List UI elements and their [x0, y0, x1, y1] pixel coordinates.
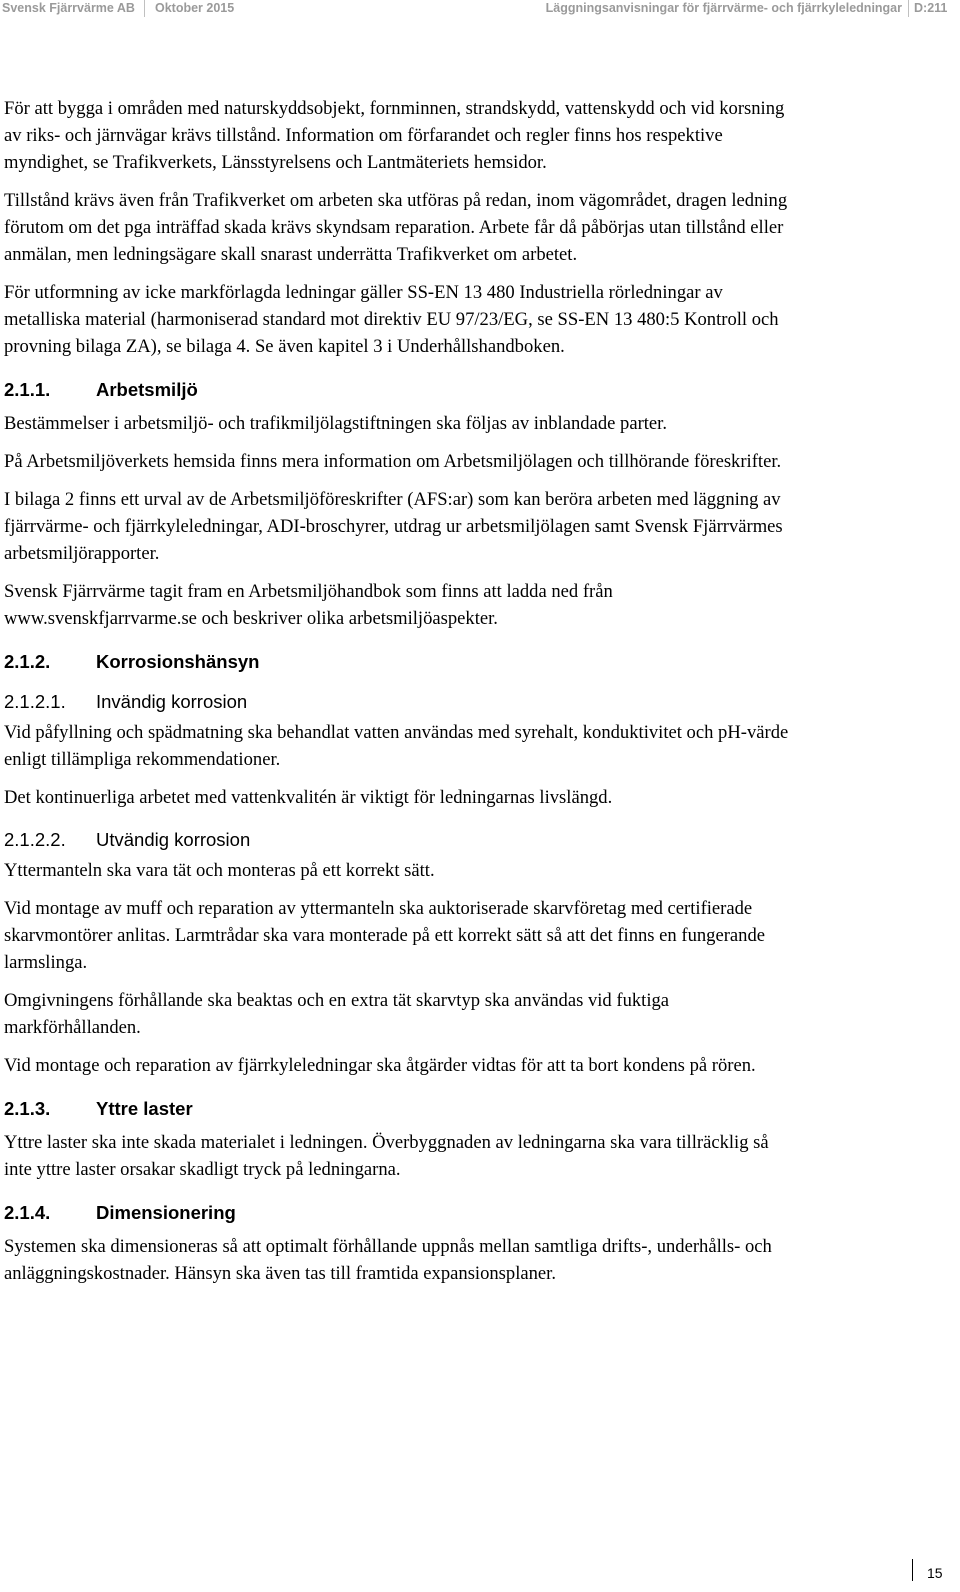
paragraph: Vid påfyllning och spädmatning ska behandlat vatten användas med syrehalt, konduktivitet och pH-värde enligt tillämpliga rekommendationer.	[4, 722, 789, 770]
subsection-number: 2.1.2.1.	[4, 691, 66, 712]
section-title: Dimensionering	[96, 1202, 236, 1223]
section-title: Yttre laster	[96, 1098, 193, 1119]
paragraph: Vid montage och reparation av fjärrkyleledningar ska åtgärder vidtas för att ta bort kondens på rören.	[4, 1055, 756, 1076]
subsection-number: 2.1.2.2.	[4, 829, 66, 850]
paragraph: Yttermanteln ska vara tät och monteras på ett korrekt sätt.	[4, 860, 435, 881]
section-number: 2.1.4.	[4, 1202, 51, 1223]
paragraph: Omgivningens förhållande ska beaktas och en extra tät skarvtyp ska användas vid fuktiga markförhållanden.	[4, 990, 670, 1038]
paragraph: Tillstånd krävs även från Trafikverket om arbeten ska utföras på redan, inom vägområdet, dragen ledning förutom om det pga inträffad skada krävs skyndsam reparation. Arbete får då påbörjas utan tillstånd eller anmälan, men ledningsägare skall snarast underrätta Trafikverket om arbetet.	[4, 190, 788, 265]
section-heading-yttre-laster	[4, 1098, 794, 1120]
paragraph: Systemen ska dimensioneras så att optimalt förhållande uppnås mellan samtliga drifts-, underhålls- och anläggningskostnader. Hänsyn ska även tas till framtida expansionsplaner.	[4, 1236, 772, 1284]
paragraph: Bestämmelser i arbetsmiljö- och trafikmiljölagstiftningen ska följas av inblandade parter.	[4, 413, 667, 434]
page-number: 15	[927, 1565, 943, 1581]
subsection-heading-invandig-korrosion	[4, 691, 794, 713]
section-heading-korrosionshansyn	[4, 651, 794, 673]
paragraph: Vid montage av muff och reparation av yttermanteln ska auktoriserade skarvföretag med certifierade skarvmontörer anlitas. Larmtrådar ska vara monterade på ett korrekt sätt så att det finns en fungerande larmslinga.	[4, 898, 766, 973]
subsection-heading-utvandig-korrosion	[4, 829, 794, 851]
paragraph: Det kontinuerliga arbetet med vattenkvalitén är viktigt för ledningarnas livslängd.	[4, 787, 613, 808]
section-number: 2.1.3.	[4, 1098, 51, 1119]
section-title: Arbetsmiljö	[96, 379, 198, 400]
header-date: Oktober 2015	[155, 1, 235, 15]
paragraph: Svensk Fjärrvärme tagit fram en Arbetsmiljöhandbok som finns att ladda ned från www.svenskfjarrvarme.se och beskriver olika arbetsmiljöaspekter.	[4, 581, 613, 629]
section-heading-arbetsmiljo	[4, 379, 794, 401]
paragraph: Yttre laster ska inte skada materialet i ledningen. Överbyggnaden av ledningarna ska vara tillräcklig så inte yttre laster orsakar skadligt tryck på ledningarna.	[4, 1132, 769, 1180]
paragraph: För att bygga i områden med naturskyddsobjekt, fornminnen, strandskydd, vattenskydd och vid korsning av riks- och järnvägar krävs tillstånd. Information om förfarandet och regler finns hos respektive myndighet, se Trafikverkets, Länsstyrelsens och Lantmäteriets hemsidor.	[4, 98, 785, 173]
subsection-title: Invändig korrosion	[96, 691, 248, 712]
subsection-title: Utvändig korrosion	[96, 829, 251, 850]
paragraph: På Arbetsmiljöverkets hemsida finns mera information om Arbetsmiljölagen och tillhörande föreskrifter.	[4, 451, 782, 472]
header-document-code: D:211	[914, 1, 948, 15]
header-divider	[144, 0, 145, 17]
page-footer	[912, 1559, 952, 1583]
paragraph: I bilaga 2 finns ett urval av de Arbetsmiljöföreskrifter (AFS:ar) som kan beröra arbeten med läggning av fjärrvärme- och fjärrkyleledningar, ADI-broschyrer, utdrag ur arbetsmiljölagen samt Svensk Fjärrvärmes arbetsmiljörapporter.	[4, 489, 783, 564]
header-document-title: Läggningsanvisningar för fjärrvärme- och fjärrkyleledningar	[545, 1, 902, 15]
header-company: Svensk Fjärrvärme AB	[2, 1, 135, 15]
header-divider	[908, 0, 909, 17]
page-header	[0, 0, 960, 20]
footer-divider	[912, 1559, 913, 1581]
document-body	[4, 95, 794, 1298]
section-number: 2.1.1.	[4, 379, 51, 400]
section-title: Korrosionshänsyn	[96, 651, 260, 672]
paragraph: För utformning av icke markförlagda ledningar gäller SS-EN 13 480 Industriella rörledningar av metalliska material (harmoniserad standard mot direktiv EU 97/23/EG, se SS-EN 13 480:5 Kontroll och provning bilaga ZA), se bilaga 4. Se även kapitel 3 i Underhållshandboken.	[4, 282, 779, 357]
section-number: 2.1.2.	[4, 651, 51, 672]
section-heading-dimensionering	[4, 1202, 794, 1224]
